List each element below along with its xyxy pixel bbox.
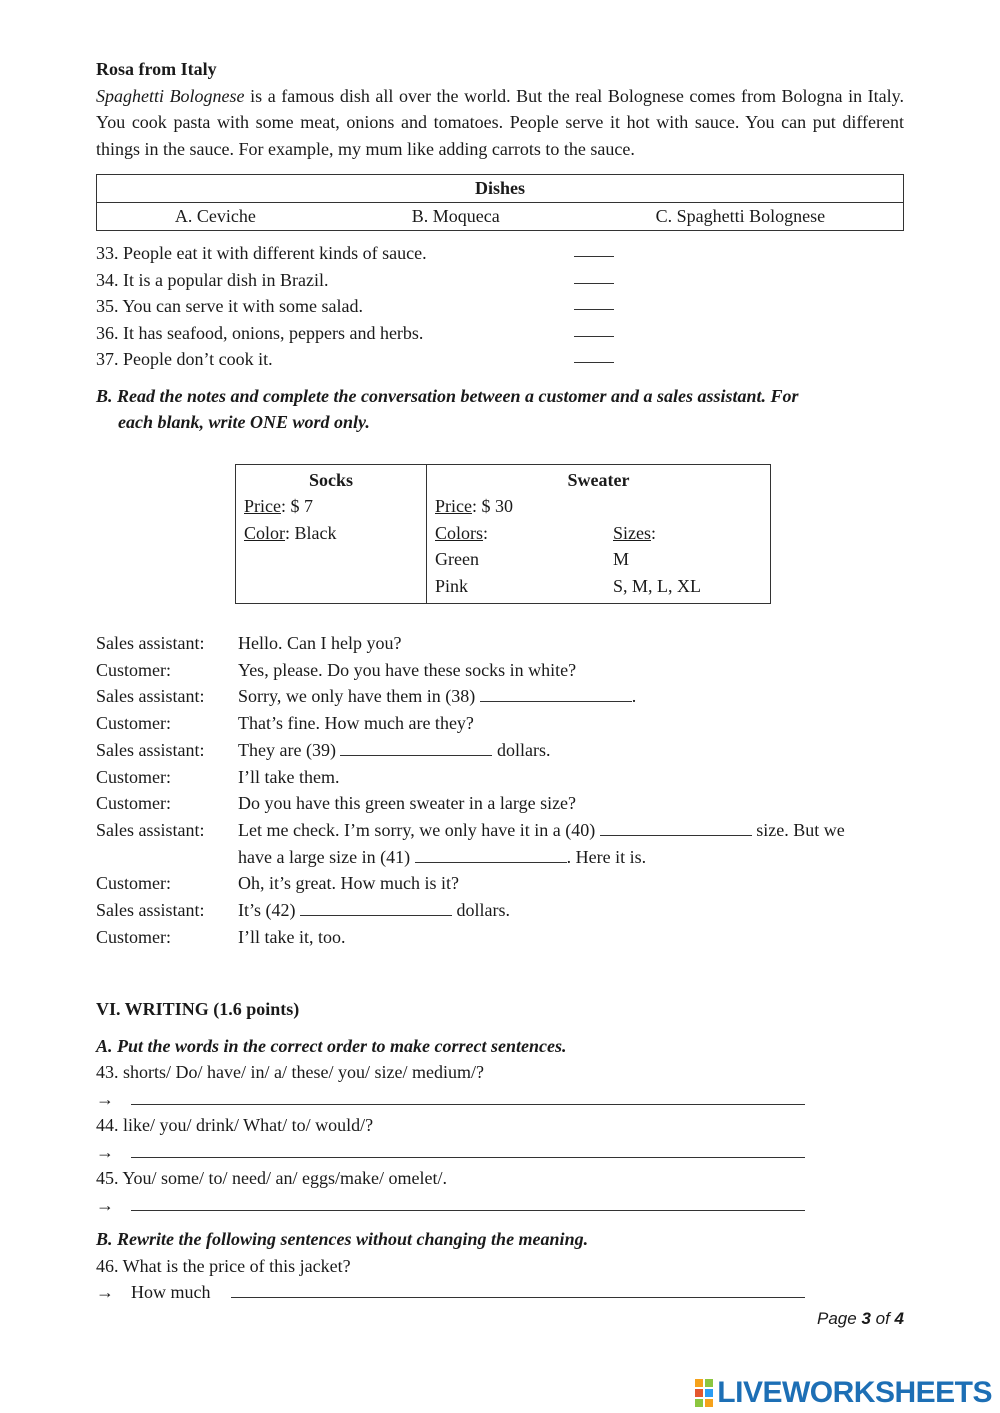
question-45: 45. You/ some/ to/ need/ an/ eggs/make/ omelet/. — [96, 1168, 447, 1189]
logo-grid-icon — [695, 1379, 713, 1407]
arrow-icon: → — [96, 1088, 114, 1109]
answer-line-43 — [96, 1086, 904, 1113]
dialog-line: Sales assistant: Hello. Can I help you? — [96, 633, 402, 653]
answer-blank-36[interactable] — [574, 320, 614, 337]
writing-b-instruction: B. Rewrite the following sentences without changing the meaning. — [96, 1229, 589, 1250]
answer-blank-38[interactable] — [480, 683, 632, 702]
answer-blank-42[interactable] — [300, 897, 452, 916]
question-43: 43. shorts/ Do/ have/ in/ a/ these/ you/ size/ medium/? — [96, 1062, 484, 1083]
writing-title: VI. WRITING (1.6 points) — [96, 999, 300, 1020]
dish-option-a: A. Ceviche — [174, 206, 256, 227]
dialog-line: Customer: I’ll take them. — [96, 766, 340, 787]
answer-blank-35[interactable] — [574, 293, 614, 310]
sweater-cell: Sweater Price: $ 30 Colors: Sizes: Green M Pink S, M, L, XL — [427, 464, 771, 604]
sweater-header: Sweater — [567, 469, 630, 490]
question-list — [96, 240, 904, 373]
answer-blank-39[interactable] — [340, 737, 492, 756]
dish-option-b: B. Moqueca — [411, 206, 500, 227]
dialog-line: Sales assistant: Let me check. I’m sorry, we only have it in a (40) size. But we have a large size in (41) . Here it is. — [96, 817, 904, 870]
arrow-icon: → — [96, 1194, 114, 1215]
dialog-line: Customer: Do you have this green sweater in a large size? — [96, 793, 577, 814]
answer-blank-33[interactable] — [574, 240, 614, 257]
dialog-line: Sales assistant: It’s (42) dollars. — [96, 897, 904, 924]
question-33: 33. People eat it with different kinds of sauce. — [96, 240, 904, 267]
part-b-instruction: B. Read the notes and complete the conversation between a customer and a sales assistant. For each blank, write ONE word only. — [96, 385, 799, 432]
dialog-line: Customer: Oh, it’s great. How much is it? — [96, 873, 459, 894]
answer-input-46[interactable] — [231, 1279, 805, 1298]
dishes-table — [96, 174, 904, 231]
rosa-title: Rosa from Italy — [96, 59, 217, 79]
dishes-options-cell — [97, 203, 904, 231]
question-35: 35. You can serve it with some salad. — [96, 293, 904, 320]
socks-header: Socks — [308, 469, 353, 490]
dialog-line: Customer: That’s fine. How much are they? — [96, 713, 474, 734]
writing-a-instruction: A. Put the words in the correct order to make correct sentences. — [96, 1035, 567, 1056]
notes-table — [235, 464, 771, 605]
socks-cell: Socks Price: $ 7 Color: Black — [236, 464, 427, 604]
liveworksheets-logo — [695, 1376, 992, 1410]
page-number: Page 3 of 4 — [817, 1309, 904, 1328]
dialog-line: Sales assistant: Sorry, we only have them in (38) . — [96, 683, 904, 710]
dialog-line: Customer: I’ll take it, too. — [96, 926, 346, 947]
arrow-icon: → — [96, 1141, 114, 1162]
dialog-line: Customer: Yes, please. Do you have these socks in white? — [96, 659, 577, 680]
answer-blank-41[interactable] — [415, 844, 567, 863]
question-34: 34. It is a popular dish in Brazil. — [96, 267, 904, 294]
logo-text: LIVEWORKSHEETS — [717, 1376, 992, 1409]
question-44: 44. like/ you/ drink/ What/ to/ would/? — [96, 1115, 374, 1136]
question-46: 46. What is the price of this jacket? — [96, 1255, 351, 1276]
answer-blank-40[interactable] — [600, 817, 752, 836]
answer-line-46 — [96, 1279, 904, 1306]
how-much-prefix: How much — [131, 1282, 211, 1303]
dish-option-c: C. Spaghetti Bolognese — [655, 206, 826, 227]
worksheet-page — [96, 56, 904, 1306]
answer-line-44 — [96, 1139, 904, 1166]
rosa-paragraph — [96, 83, 904, 163]
rosa-text: is a famous dish all over the world. But the real Bolognese comes from Bologna in Italy. You cook pasta with some meat, onions and tomatoes. People serve it hot with sauce. You can put different things in the sauce. For example, my mum like adding carrots to the sauce. — [96, 85, 904, 159]
question-36: 36. It has seafood, onions, peppers and herbs. — [96, 320, 904, 347]
dishes-header: Dishes — [97, 175, 904, 203]
answer-blank-37[interactable] — [574, 346, 614, 363]
answer-input-44[interactable] — [131, 1139, 805, 1158]
dish-name: Spaghetti Bolognese — [96, 85, 245, 106]
question-37: 37. People don’t cook it. — [96, 346, 904, 373]
writing-section — [96, 996, 904, 1306]
conversation — [96, 630, 904, 950]
arrow-icon: → — [96, 1282, 114, 1303]
answer-input-45[interactable] — [131, 1192, 805, 1211]
answer-input-43[interactable] — [131, 1086, 805, 1105]
answer-line-45 — [96, 1192, 904, 1219]
answer-blank-34[interactable] — [574, 267, 614, 284]
dialog-line: Sales assistant: They are (39) dollars. — [96, 737, 904, 764]
